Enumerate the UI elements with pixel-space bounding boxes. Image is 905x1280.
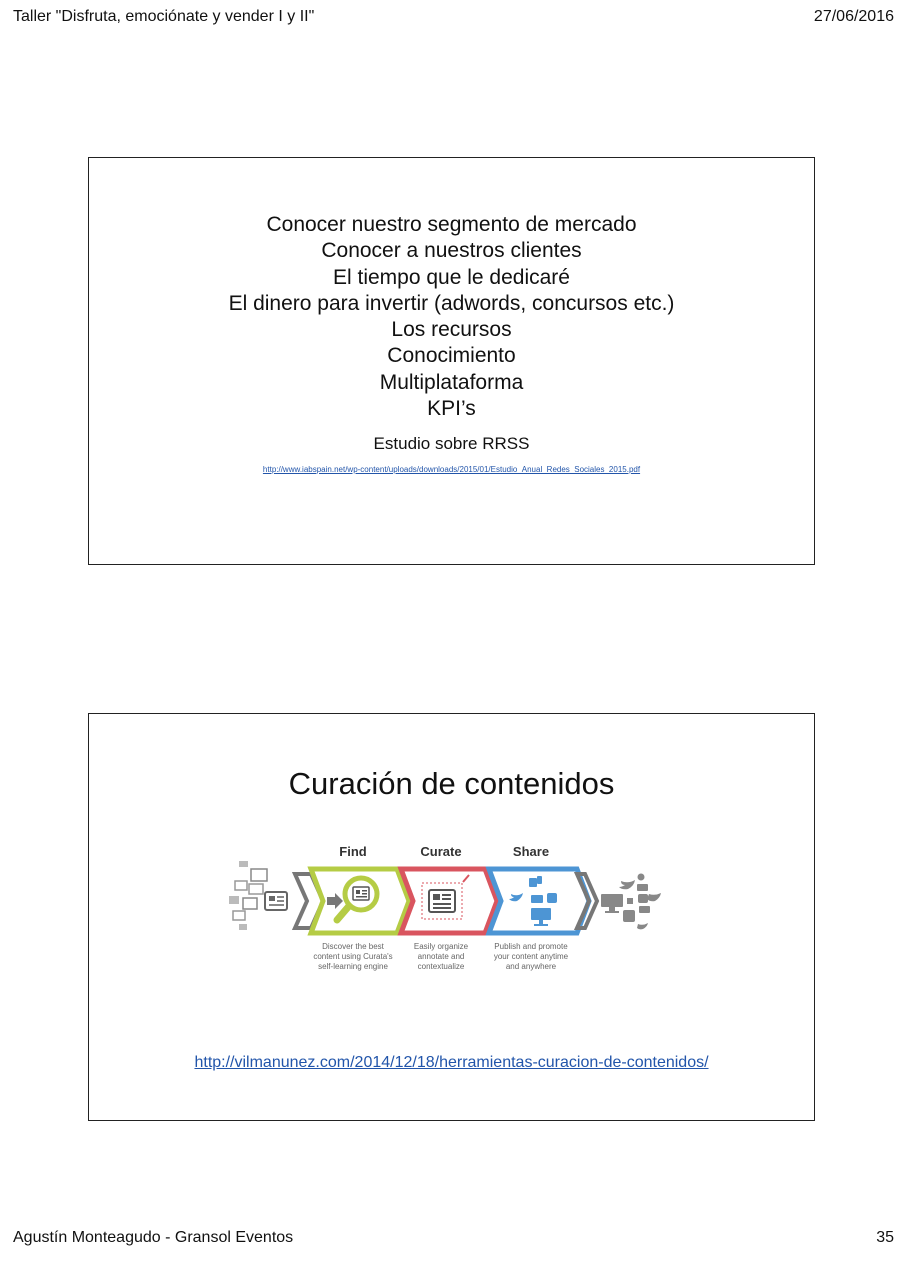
slide-1-line: Los recursos xyxy=(391,318,512,342)
find-desc-2: content using Curata's xyxy=(313,952,393,961)
page-number: 35 xyxy=(876,1229,894,1246)
share-desc-3: and anywhere xyxy=(505,962,557,971)
curate-desc-3: contextualize xyxy=(417,962,465,971)
output-arrow xyxy=(577,874,597,928)
footer-author: Agustín Monteagudo - Gransol Eventos xyxy=(13,1229,294,1246)
slide-1-subtitle: Estudio sobre RRSS xyxy=(373,434,530,453)
slide-2-title: Curación de contenidos xyxy=(288,766,615,801)
slide-1-line: KPI’s xyxy=(427,397,476,421)
find-desc-3: self-learning engine xyxy=(318,962,388,971)
find-label: Find xyxy=(339,844,367,859)
slide-1-line: Multiplataforma xyxy=(379,370,524,394)
header-date: 27/06/2016 xyxy=(813,8,894,25)
slide-1-bullet-list xyxy=(89,212,814,422)
share-desc-2: your content anytime xyxy=(493,952,569,961)
share-desc-1: Publish and promote xyxy=(494,942,568,951)
output-icons xyxy=(601,874,661,930)
curate-label: Curate xyxy=(420,844,462,859)
article-icon xyxy=(422,875,469,919)
slide-1-line: Conocer a nuestros clientes xyxy=(321,239,582,263)
slide-1-line: Conocer nuestro segmento de mercado xyxy=(266,213,637,236)
curate-desc-1: Easily organize xyxy=(413,942,469,951)
curate-desc-2: annotate and xyxy=(417,952,465,961)
curate-step xyxy=(401,869,497,933)
documents-icon xyxy=(229,861,287,930)
slide-1-line: El dinero para invertir (adwords, concursos etc.) xyxy=(228,291,675,315)
slide-1 xyxy=(88,157,815,565)
magnifier-icon xyxy=(337,878,377,920)
slide-1-link[interactable]: http://www.iabspain.net/wp-content/uploads/downloads/2015/01/Estudio_Anual_Redes_Sociales_2015.pdf xyxy=(262,465,641,474)
slide-2-link[interactable]: http://vilmanunez.com/2014/12/18/herramientas-curacion-de-contenidos/ xyxy=(194,1054,709,1071)
slide-1-line: El tiempo que le dedicaré xyxy=(333,265,570,289)
header-title: Taller "Disfruta, emociónate y vender I y II" xyxy=(13,8,315,25)
curation-diagram xyxy=(225,836,665,976)
find-desc-1: Discover the best xyxy=(322,942,384,951)
share-label: Share xyxy=(512,844,550,859)
slide-1-line: Conocimiento xyxy=(387,344,516,368)
slide-2 xyxy=(88,713,815,1121)
social-icons xyxy=(509,876,557,926)
input-arrow xyxy=(295,874,323,928)
